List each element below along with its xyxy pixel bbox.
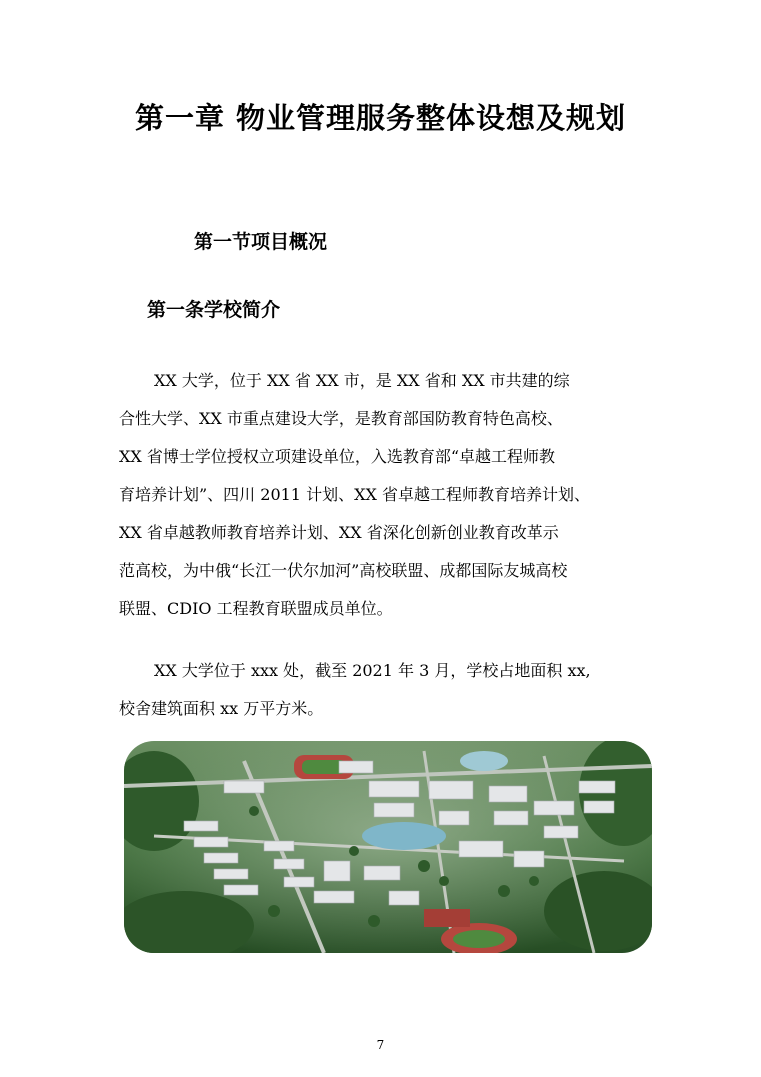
paragraph-line: 联盟、CDIO 工程教育联盟成员单位。 <box>119 599 393 618</box>
chapter-title: 第一章 物业管理服务整体设想及规划 <box>134 101 627 135</box>
paragraph-line: XX 大学位于 xxx 处，截至 2021 年 3 月，学校占地面积 xx, <box>154 661 591 680</box>
article-title: 第一条学校简介 <box>147 299 281 321</box>
paragraph-line: XX 省卓越教师教育培养计划、XX 省深化创新创业教育改革示 <box>119 523 559 542</box>
paragraph-line: 范高校，为中俄“长江一伏尔加河”高校联盟、成都国际友城高校 <box>119 561 568 580</box>
paragraph-line: XX 省博士学位授权立项建设单位，入选教育部“卓越工程师教 <box>119 447 556 466</box>
paragraph-line: 育培养计划”、四川 2011 计划、XX 省卓越工程师教育培养计划、 <box>119 485 590 504</box>
paragraph-line: 合性大学、XX 市重点建设大学，是教育部国防教育特色高校、 <box>119 409 563 428</box>
paragraph-line: XX 大学，位于 XX 省 XX 市，是 XX 省和 XX 市共建的综 <box>154 371 570 390</box>
campus-aerial-photo <box>124 741 652 953</box>
section-title: 第一节项目概况 <box>194 231 328 253</box>
paragraph-line: 校舍建筑面积 xx 万平方米。 <box>119 699 324 718</box>
campus-aerial-illustration <box>124 741 652 953</box>
page-number: 7 <box>376 1038 385 1052</box>
